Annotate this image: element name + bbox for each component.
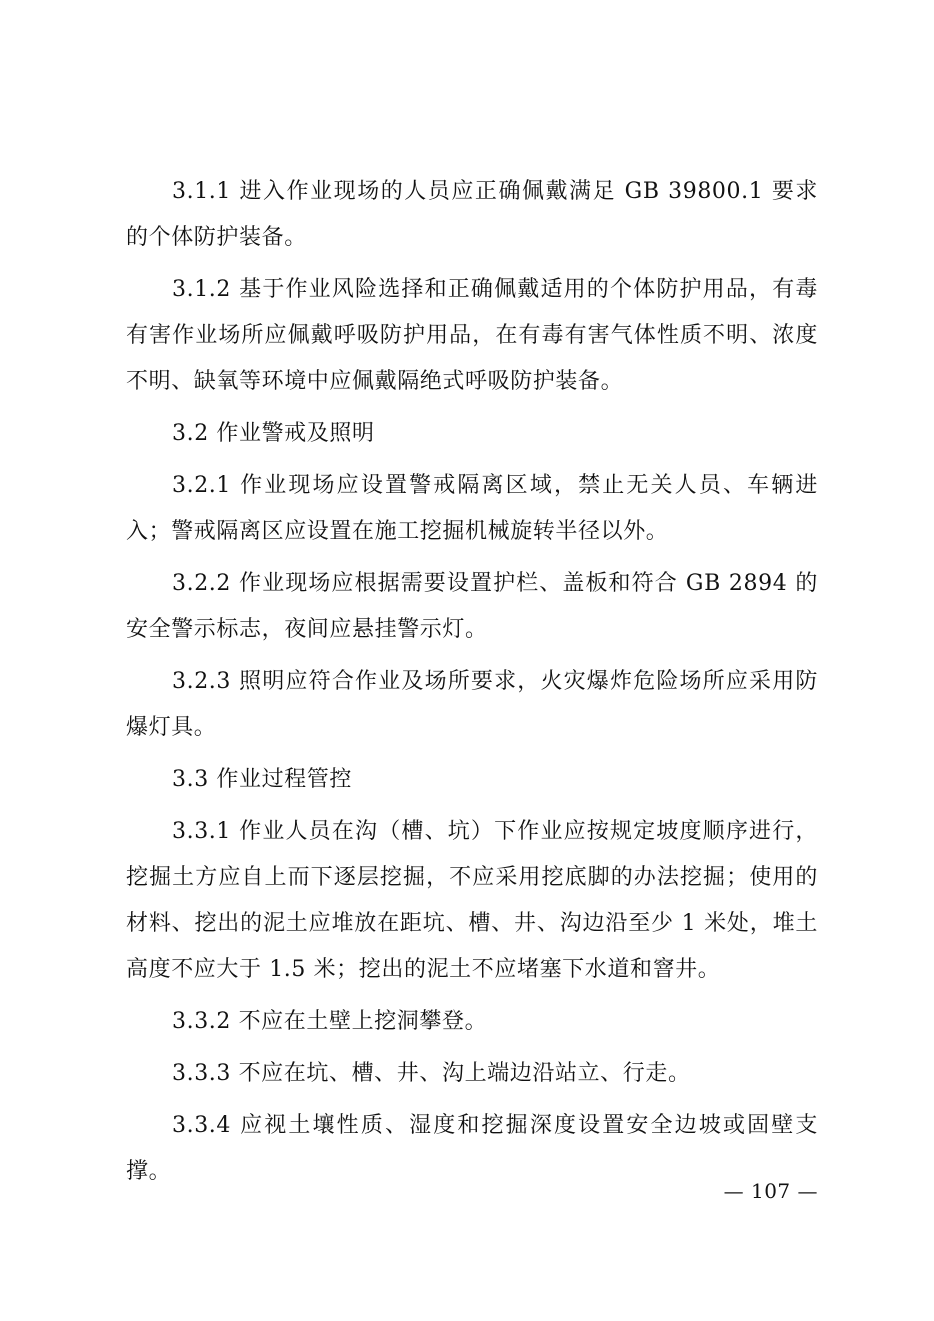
section-heading-3-2: 3.2 作业警戒及照明 bbox=[172, 421, 375, 446]
paragraph-3-2-1: 3.2.1 作业现场应设置警戒隔离区域，禁止无关人员、车辆进入；警戒隔离区应设置在施工挖掘机械旋转半径以外。 bbox=[126, 473, 818, 544]
paragraph-3-3-1: 3.3.1 作业人员在沟（槽、坑）下作业应按规定坡度顺序进行，挖掘土方应自上而下逐层挖掘，不应采用挖底脚的办法挖掘；使用的材料、挖出的泥土应堆放在距坑、槽、井、沟边沿至少 1 米处，堆土高度不应大于 1.5 米；挖出的泥土不应堵塞下水道和窨井。 bbox=[126, 819, 818, 982]
paragraph-3-3-3: 3.3.3 不应在坑、槽、井、沟上端边沿站立、行走。 bbox=[172, 1061, 691, 1086]
paragraph-3-3-4: 3.3.4 应视土壤性质、湿度和挖掘深度设置安全边坡或固壁支撑。 bbox=[126, 1113, 818, 1184]
paragraph-3-3-2: 3.3.2 不应在土壁上挖洞攀登。 bbox=[172, 1009, 488, 1034]
page-number: — 107 — bbox=[723, 1179, 818, 1203]
paragraph-3-1-2: 3.1.2 基于作业风险选择和正确佩戴适用的个体防护用品，有毒有害作业场所应佩戴呼吸防护用品，在有毒有害气体性质不明、浓度不明、缺氧等环境中应佩戴隔绝式呼吸防护装备。 bbox=[126, 277, 818, 394]
paragraph-3-1-1: 3.1.1 进入作业现场的人员应正确佩戴满足 GB 39800.1 要求的个体防护装备。 bbox=[126, 179, 818, 250]
section-heading-3-3: 3.3 作业过程管控 bbox=[172, 767, 352, 792]
paragraph-3-2-3: 3.2.3 照明应符合作业及场所要求，火灾爆炸危险场所应采用防爆灯具。 bbox=[126, 669, 818, 740]
document-body bbox=[126, 169, 818, 1201]
paragraph-3-2-2: 3.2.2 作业现场应根据需要设置护栏、盖板和符合 GB 2894 的安全警示标志，夜间应悬挂警示灯。 bbox=[126, 571, 818, 642]
